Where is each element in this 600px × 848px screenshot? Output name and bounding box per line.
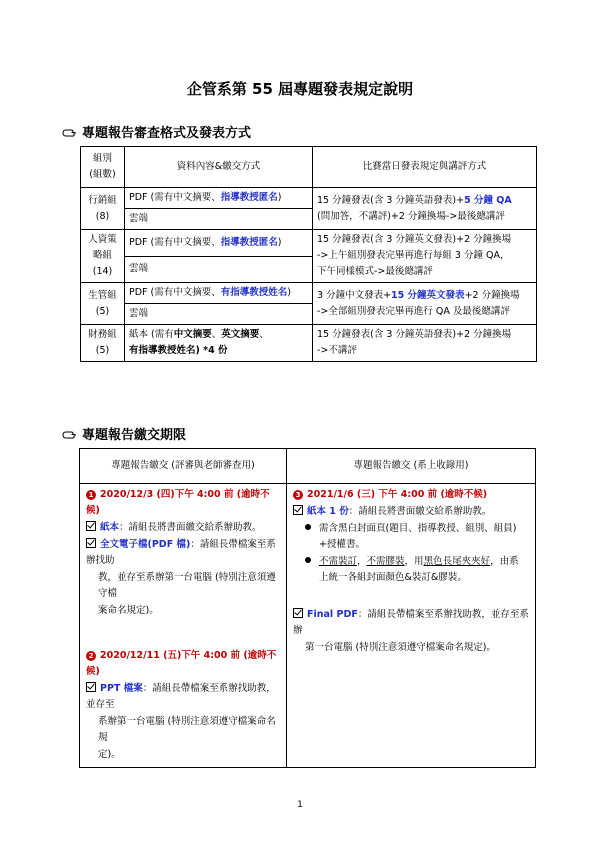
format-table [80, 146, 537, 362]
method-text: 下午同樣模式->最後總講評 [317, 266, 433, 277]
content-highlight: 有指導教授姓名 [220, 287, 288, 298]
content-bold: 有指導教授姓名) *4 份 [129, 345, 228, 356]
header-right: 專題報告繳交 (系上收錄用) [287, 449, 536, 484]
item-text: 定)。 [98, 749, 121, 760]
content-highlight: 指導教授匿名 [220, 236, 278, 248]
hand-pointer-icon [62, 127, 76, 137]
checkbox-icon [293, 505, 303, 515]
checkbox-icon [86, 521, 96, 531]
method-text: 3 分鐘中文發表+ [317, 289, 392, 301]
table-row [81, 325, 537, 362]
content-text: ) [287, 287, 291, 298]
content-text: PDF (需有中文摘要、 [129, 236, 221, 248]
item-label: PPT 檔案 [100, 683, 143, 694]
header-group-label: 組別 [92, 153, 112, 164]
item-label: 紙本 1 份 [307, 506, 349, 517]
content-bold: 中文摘要 [173, 329, 212, 340]
item-text: ：請組長帶檔案至系辦找助教，並存至系辦 [293, 609, 529, 636]
method-text: 15 分鐘發表(含 3 分鐘英語發表)+2 分鐘換場 [317, 329, 512, 340]
hand-pointer-icon [62, 429, 76, 439]
table-row [81, 283, 537, 304]
bullet-text-underlined: 不需膠裝 [366, 556, 405, 567]
item-text: 系辦第一台電腦 (特別注意須遵守檔案命名規 [98, 716, 276, 743]
group-name: 人資策略組 [88, 234, 117, 261]
bullet-text: +授權書。 [319, 539, 365, 550]
number-badge: 1 [86, 490, 96, 500]
section-heading-text: 專題報告繳交期限 [82, 428, 187, 443]
bullet-text-underlined: 黑色長尾夾夾好 [423, 556, 491, 567]
number-badge: 3 [293, 490, 303, 500]
header-group [81, 147, 125, 188]
item-text: ：請組長將書面繳交給系辦助教。 [348, 506, 492, 517]
group-name: 生管組 [88, 289, 117, 301]
section-heading-format [62, 122, 251, 141]
right-cell [287, 484, 536, 768]
bullet-item [293, 521, 529, 537]
content-text: 、 [259, 329, 269, 340]
content-cell [125, 325, 313, 362]
group-name: 行銷組 [88, 194, 117, 206]
content-highlight: 指導教授匿名 [220, 192, 278, 203]
item-label: 紙本 [100, 522, 120, 533]
item-text: ：請組長帶檔案至系辦找助教，並存至 [86, 683, 276, 710]
content-text: PDF (需有中文摘要、 [129, 287, 221, 298]
item-label: 全文電子檔(PDF 檔) [100, 539, 191, 550]
method-text: (問加答，不講評)+2 分鐘換場->最後總講評 [317, 210, 505, 222]
content-text: PDF (需有中文摘要、 [129, 192, 221, 203]
group-cell [81, 230, 125, 283]
content-text: ) [277, 192, 282, 203]
bullet-text: ， [357, 556, 367, 567]
method-text: 15 分鐘發表(含 3 分鐘英語發表)+ [317, 194, 465, 206]
group-count: (8) [95, 210, 110, 222]
header-group-count-label: (組數) [89, 169, 116, 180]
number-badge: 2 [86, 651, 96, 661]
group-count: (14) [92, 266, 113, 277]
group-count: (5) [95, 305, 110, 317]
deadline-date: 2020/12/3 (四)下午 4:00 前 (逾時不候) [86, 489, 270, 516]
table-row [80, 484, 536, 768]
header-content: 資料內容&繳交方式 [125, 147, 313, 188]
table-header-row [81, 147, 537, 188]
item-text: 教，並存至系辦第一台電腦 (特別注意須遵守檔 [98, 572, 276, 599]
content-cell [125, 230, 313, 257]
bullet-item [293, 554, 529, 570]
section-heading-text: 專題報告審查格式及發表方式 [82, 126, 252, 141]
bullet-icon [305, 521, 319, 537]
bullet-text: ，由系 [490, 556, 519, 567]
bullet-text: 上統一各組封面顏色&裝訂&膠裝。 [319, 572, 467, 583]
content-text: 、 [211, 329, 222, 340]
table-row [81, 188, 537, 209]
header-method: 比賽當日發表規定與講評方式 [313, 147, 537, 188]
group-count: (5) [95, 345, 110, 356]
item-text: ：請組長將書面繳交給系辦助教。 [119, 522, 262, 533]
left-cell [80, 484, 287, 768]
method-highlight: 15 分鐘英文發表 [391, 289, 465, 301]
page-number: 1 [297, 800, 303, 810]
method-cell [313, 230, 537, 283]
method-text: +2 分鐘換場 [464, 289, 520, 301]
content-cell: 雲端 [125, 256, 313, 283]
deadline-date: 2020/12/11 (五)下午 4:00 前 (逾時不候) [86, 650, 277, 677]
section-heading-deadline [62, 424, 186, 443]
page-title: 企管系第 55 屆專題發表規定說明 [186, 80, 414, 98]
item-text: 案命名規定)。 [98, 605, 159, 616]
content-bold: 英文摘要 [221, 329, 260, 340]
method-cell [313, 325, 537, 362]
group-name: 財務組 [88, 329, 117, 340]
checkbox-icon [86, 682, 96, 692]
table-header-row [80, 449, 536, 484]
method-cell [313, 283, 537, 325]
item-text: 第一台電腦 (特別注意須遵守檔案命名規定)。 [305, 642, 496, 653]
method-text: ->不講評 [317, 345, 357, 356]
method-text: ->上午組別發表完畢再進行每組 3 分鐘 QA， [317, 250, 510, 261]
deadline-table [79, 448, 536, 768]
bullet-text-underlined: 不需裝訂 [319, 556, 358, 567]
item-text: ：請組長帶檔案至系辦找助 [86, 539, 276, 566]
content-text: ) [277, 236, 282, 248]
table-row [81, 230, 537, 257]
content-cell: 雲端 [125, 209, 313, 230]
method-text: ->全部組別發表完畢再進行 QA 及最後總講評 [317, 305, 510, 317]
bullet-icon [305, 554, 319, 570]
method-text: 15 分鐘發表(含 3 分鐘英文發表)+2 分鐘換場 [317, 234, 512, 245]
method-cell [313, 188, 537, 230]
content-cell [125, 188, 313, 209]
content-cell: 雲端 [125, 304, 313, 325]
bullet-text: 需含黑白封面頁(題目、指導教授、組別、組員) [319, 523, 517, 534]
content-cell [125, 283, 313, 304]
group-cell [81, 325, 125, 362]
header-left: 專題報告繳交 (評審與老師審查用) [80, 449, 287, 484]
checkbox-icon [293, 608, 303, 618]
item-label: Final PDF [307, 609, 358, 620]
group-cell [81, 188, 125, 230]
checkbox-icon [86, 538, 96, 548]
method-highlight: 5 分鐘 QA [464, 194, 512, 206]
bullet-text: ，用 [404, 556, 424, 567]
deadline-date: 2021/1/6 (三) 下午 4:00 前 (逾時不候) [307, 489, 488, 500]
group-cell [81, 283, 125, 325]
content-text: 紙本 (需有 [129, 329, 174, 340]
